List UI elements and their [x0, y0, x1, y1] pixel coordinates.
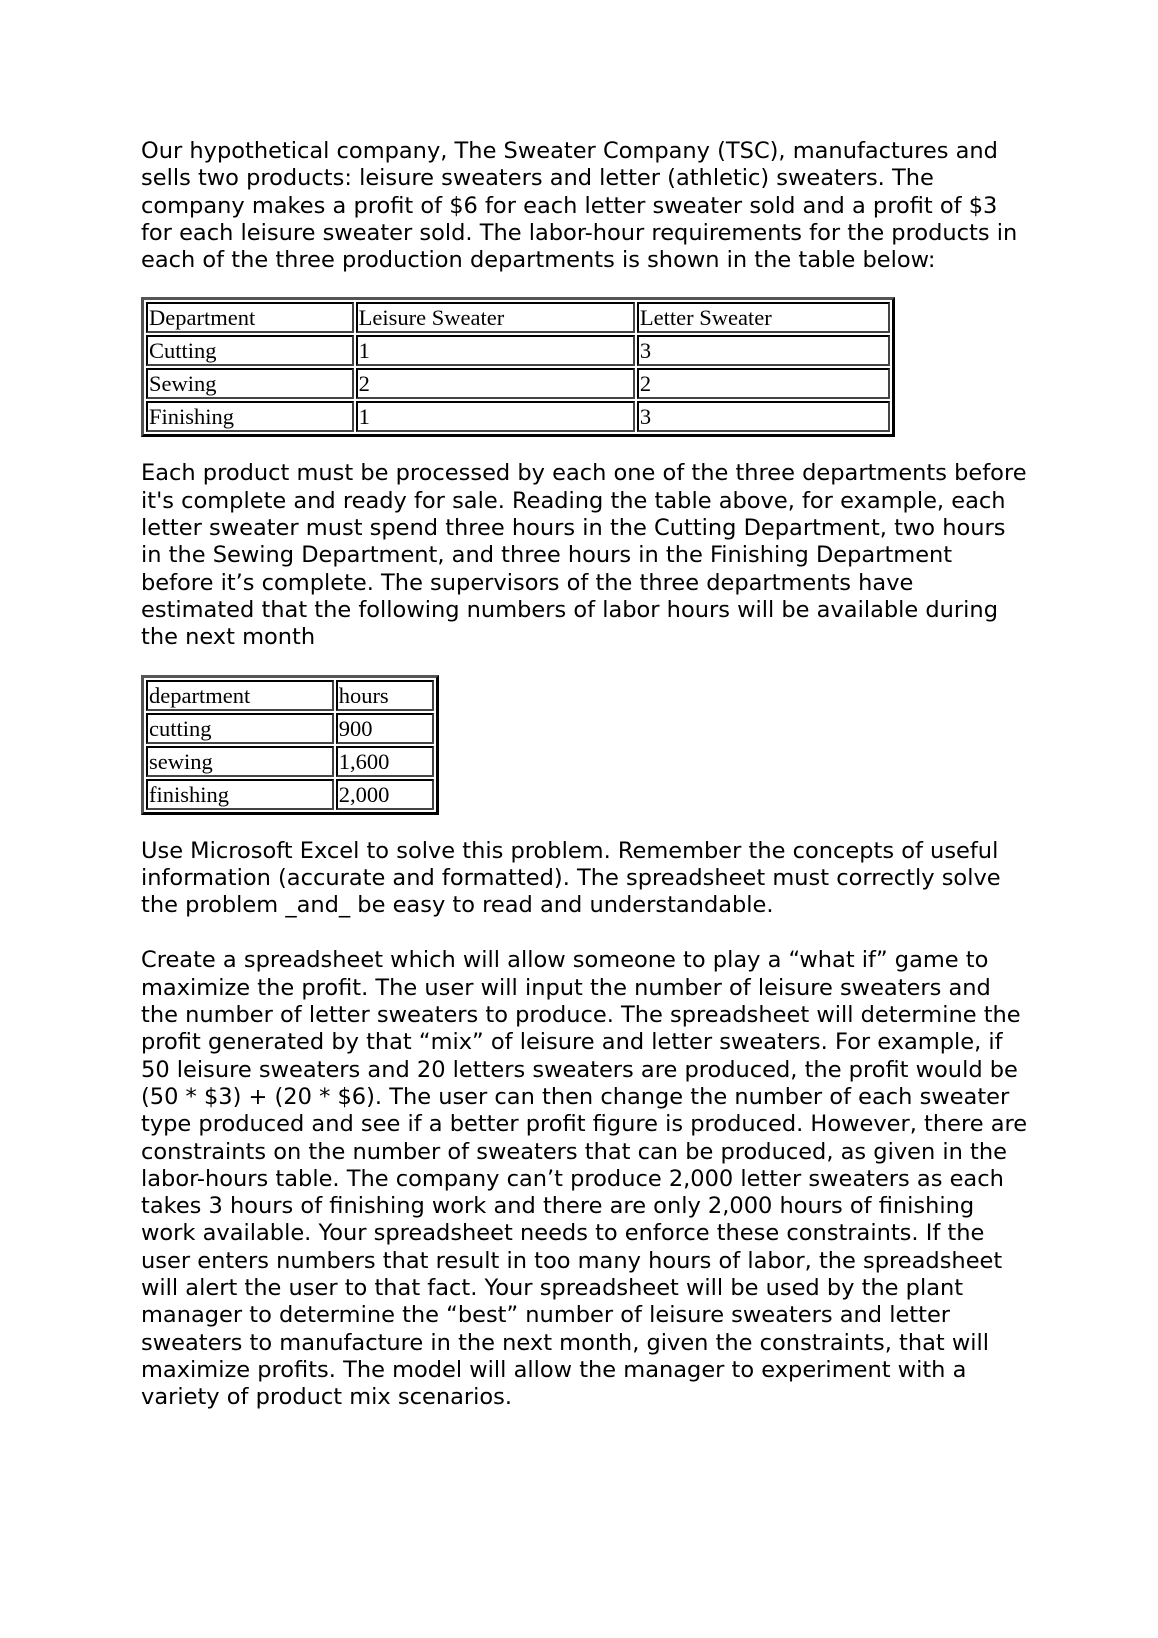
table-cell: 2: [356, 368, 635, 399]
table-cell: 1,600: [336, 746, 434, 777]
table-row: [146, 401, 890, 432]
table-cell: Cutting: [146, 335, 354, 366]
table-cell: cutting: [146, 713, 334, 744]
table-cell: 2,000: [336, 779, 434, 810]
document-page: [141, 138, 1031, 1412]
header-cell: Leisure Sweater: [356, 302, 635, 333]
table-header-row: [146, 302, 890, 333]
what-if-paragraph: Create a spreadsheet which will allow someone to play a “what if” game to maximize the profit. The user will input the number of leisure sweaters and the number of letter sweaters to produce. The spreadsheet will determine the profit generated by that “mix” of leisure and letter sweaters. For example, if 50 leisure sweaters and 20 letters sweaters are produced, the profit would be (50 * $3) + (20 * $6). The user can then change the number of each sweater type produced and see if a better profit figure is produced. However, there are constraints on the number of sweaters that can be produced, as given in the labor-hours table. The company can’t produce 2,000 letter sweaters as each takes 3 hours of finishing work and there are only 2,000 hours of finishing work available. Your spreadsheet needs to enforce these constraints. If the user enters numbers that result in too many hours of labor, the spreadsheet will alert the user to that fact. Your spreadsheet will be used by the plant manager to determine the “best” number of leisure sweaters and letter sweaters to manufacture in the next month, given the constraints, that will maximize profits. The model will allow the manager to experiment with a variety of product mix scenarios.: [141, 947, 1028, 1411]
table-row: [146, 335, 890, 366]
table-cell: 2: [637, 368, 890, 399]
excel-instructions-paragraph: Use Microsoft Excel to solve this problem. Remember the concepts of useful information (accurate and formatted). The spreadsheet must correctly solve the problem _and_ be easy to read and understandable.: [141, 837, 1001, 919]
table-row: [146, 713, 434, 744]
table-cell: Sewing: [146, 368, 354, 399]
available-hours-table: [141, 675, 439, 815]
table-row: [146, 746, 434, 777]
table-cell: Finishing: [146, 401, 354, 432]
header-cell: Letter Sweater: [637, 302, 890, 333]
table-cell: 1: [356, 335, 635, 366]
table-cell: 1: [356, 401, 635, 432]
table-row: [146, 779, 434, 810]
table-cell: sewing: [146, 746, 334, 777]
table-row: [146, 368, 890, 399]
header-cell: Department: [146, 302, 354, 333]
table-cell: 900: [336, 713, 434, 744]
labor-requirements-table: [141, 297, 895, 437]
header-cell: hours: [336, 680, 434, 711]
header-cell: department: [146, 680, 334, 711]
table-cell: 3: [637, 335, 890, 366]
table-header-row: [146, 680, 434, 711]
intro-paragraph: Our hypothetical company, The Sweater Company (TSC), manufactures and sells two products: leisure sweaters and letter (athletic) sweaters. The company makes a profit of $6 for each letter sweater sold and a profit of $3 for each leisure sweater sold. The labor-hour requirements for the products in each of the three production departments is shown in the table below:: [141, 138, 1018, 274]
processing-paragraph: Each product must be processed by each one of the three departments before it's complete and ready for sale. Reading the table above, for example, each letter sweater must spend three hours in the Cutting Department, two hours in the Sewing Department, and three hours in the Finishing Department before it’s complete. The supervisors of the three departments have estimated that the following numbers of labor hours will be available during the next month: [141, 460, 1027, 651]
table-cell: finishing: [146, 779, 334, 810]
table-cell: 3: [637, 401, 890, 432]
